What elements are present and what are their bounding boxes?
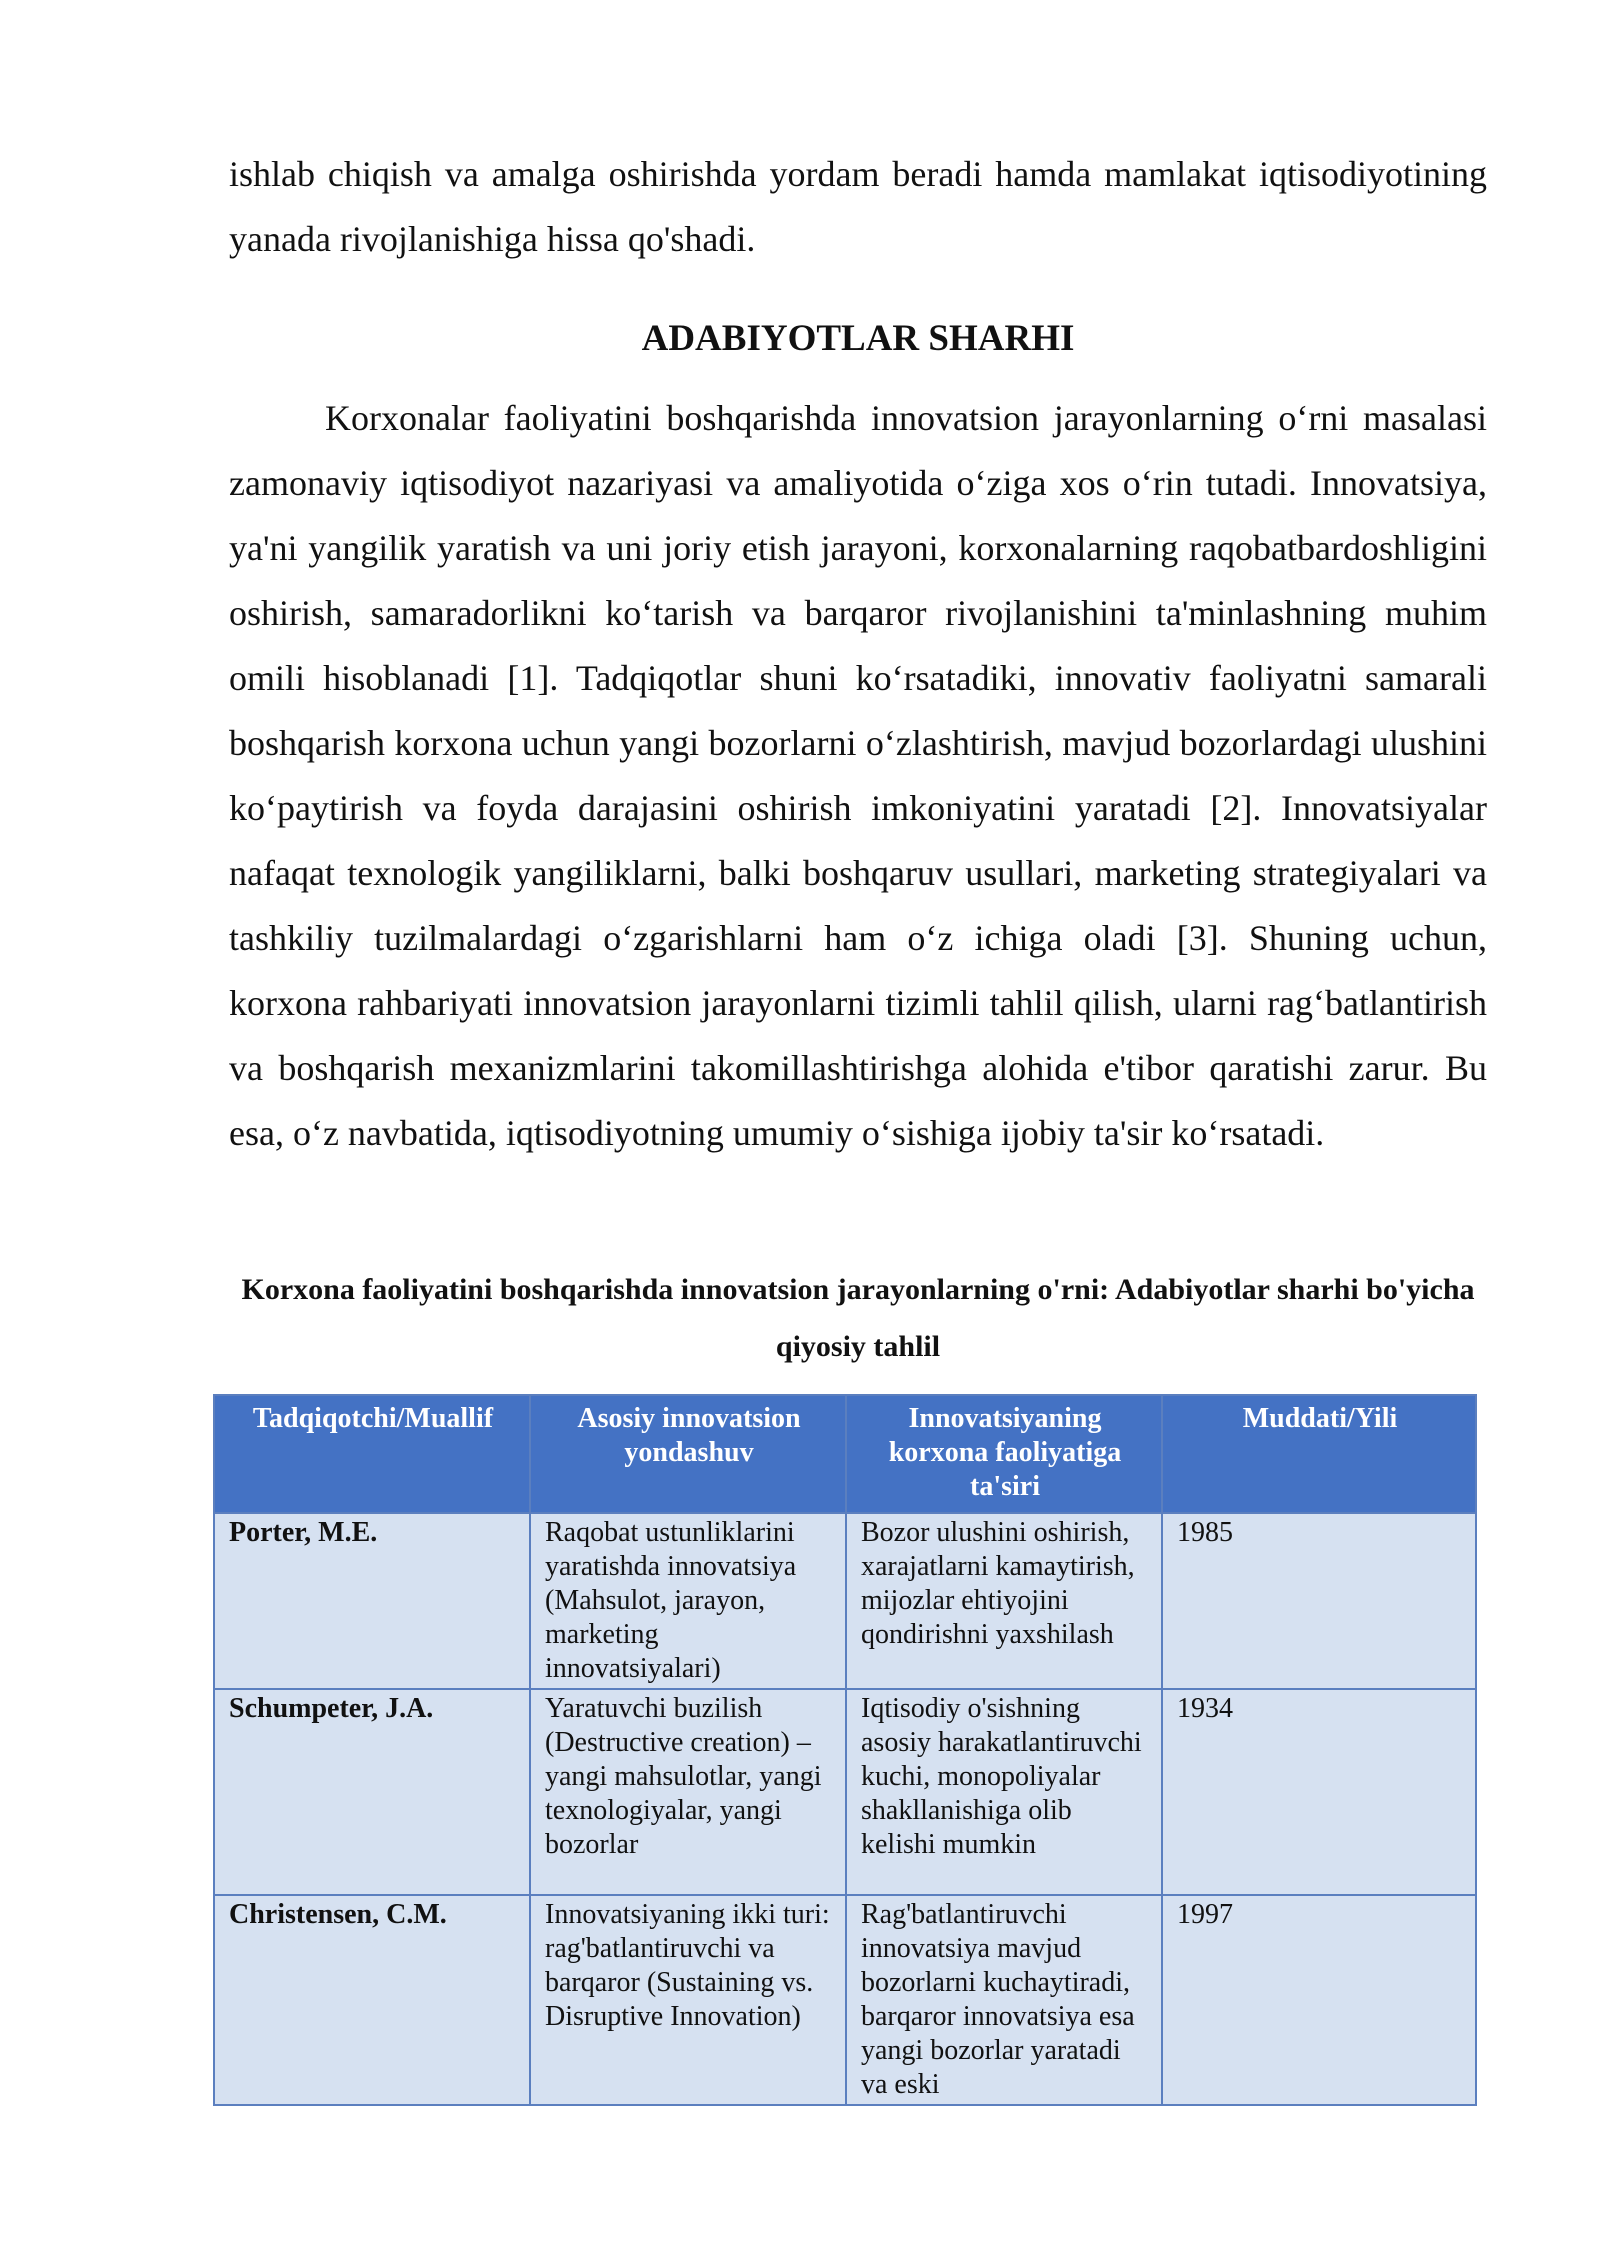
header-author: Tadqiqotchi/Muallif [214,1395,530,1513]
table-header-row [214,1395,1476,1513]
header-impact: Innovatsiyaning korxona faoliyatiga ta'siri [846,1395,1162,1513]
cell-year: 1985 [1162,1513,1476,1689]
header-approach: Asosiy innovatsion yondashuv [530,1395,846,1513]
cell-approach: Yaratuvchi buzilish (Destructive creation) – yangi mahsulotlar, yangi texnologiyalar, yangi bozorlar [530,1689,846,1895]
paragraph-continuation: ishlab chiqish va amalga oshirishda yordam beradi hamda mamlakat iqtisodiyotining yanada rivojlanishiga hissa qo'shadi. [229,154,1487,259]
cell-year: 1997 [1162,1895,1476,2105]
cell-approach: Raqobat ustunliklarini yaratishda innovatsiya (Mahsulot, jarayon, marketing innovatsiyalari) [530,1513,846,1689]
table-caption: Korxona faoliyatini boshqarishda innovatsion jarayonlarning o'rni: Adabiyotlar sharhi bo'yicha qiyosiy tahlil [241,1273,1475,1363]
cell-impact: Rag'batlantiruvchi innovatsiya mavjud bozorlarni kuchaytiradi, barqaror innovatsiya esa yangi bozorlar yaratadi va eski [846,1895,1162,2105]
cell-year: 1934 [1162,1689,1476,1895]
cell-approach: Innovatsiyaning ikki turi: rag'batlantiruvchi va barqaror (Sustaining vs. Disruptive Innovation) [530,1895,846,2105]
cell-author: Schumpeter, J.A. [214,1689,530,1895]
section-heading: ADABIYOTLAR SHARHI [641,318,1075,359]
cell-author: Porter, M.E. [214,1513,530,1689]
cell-impact: Bozor ulushini oshirish, xarajatlarni kamaytirish, mijozlar ehtiyojini qondirishni yaxshilash [846,1513,1162,1689]
cell-impact: Iqtisodiy o'sishning asosiy harakatlantiruvchi kuchi, monopoliyalar shakllanishiga olib kelishi mumkin [846,1689,1162,1895]
literature-review-paragraph: Korxonalar faoliyatini boshqarishda innovatsion jarayonlarning o‘rni masalasi zamonaviy iqtisodiyot nazariyasi va amaliyotida o‘ziga xos o‘rin tutadi. Innovatsiya, ya'ni yangilik yaratish va uni joriy etish jarayoni, korxonalarning raqobatbardoshligini oshirish, samaradorlikni ko‘tarish va barqaror rivojlanishini ta'minlashning muhim omili hisoblanadi [1]. Tadqiqotlar shuni ko‘rsatadiki, innovativ faoliyatni samarali boshqarish korxona uchun yangi bozorlarni o‘zlashtirish, mavjud bozorlardagi ulushini ko‘paytirish va foyda darajasini oshirish imkoniyatini yaratadi [2]. Innovatsiyalar nafaqat texnologik yangiliklarni, balki boshqaruv usullari, marketing strategiyalari va tashkiliy tuzilmalardagi o‘zgarishlarni ham o‘z ichiga oladi [3]. Shuning uchun, korxona rahbariyati innovatsion jarayonlarni tizimli tahlil qilish, ularni rag‘batlantirish va boshqarish mexanizmlarini takomillashtirishga alohida e'tibor qaratishi zarur. Bu esa, o‘z navbatida, iqtisodiyotning umumiy o‘sishiga ijobiy ta'sir ko‘rsatadi. [229,398,1487,1153]
table-row [214,1689,1476,1895]
cell-author: Christensen, C.M. [214,1895,530,2105]
comparison-table [213,1394,1477,2106]
header-year: Muddati/Yili [1162,1395,1476,1513]
table-row [214,1513,1476,1689]
table-row [214,1895,1476,2105]
